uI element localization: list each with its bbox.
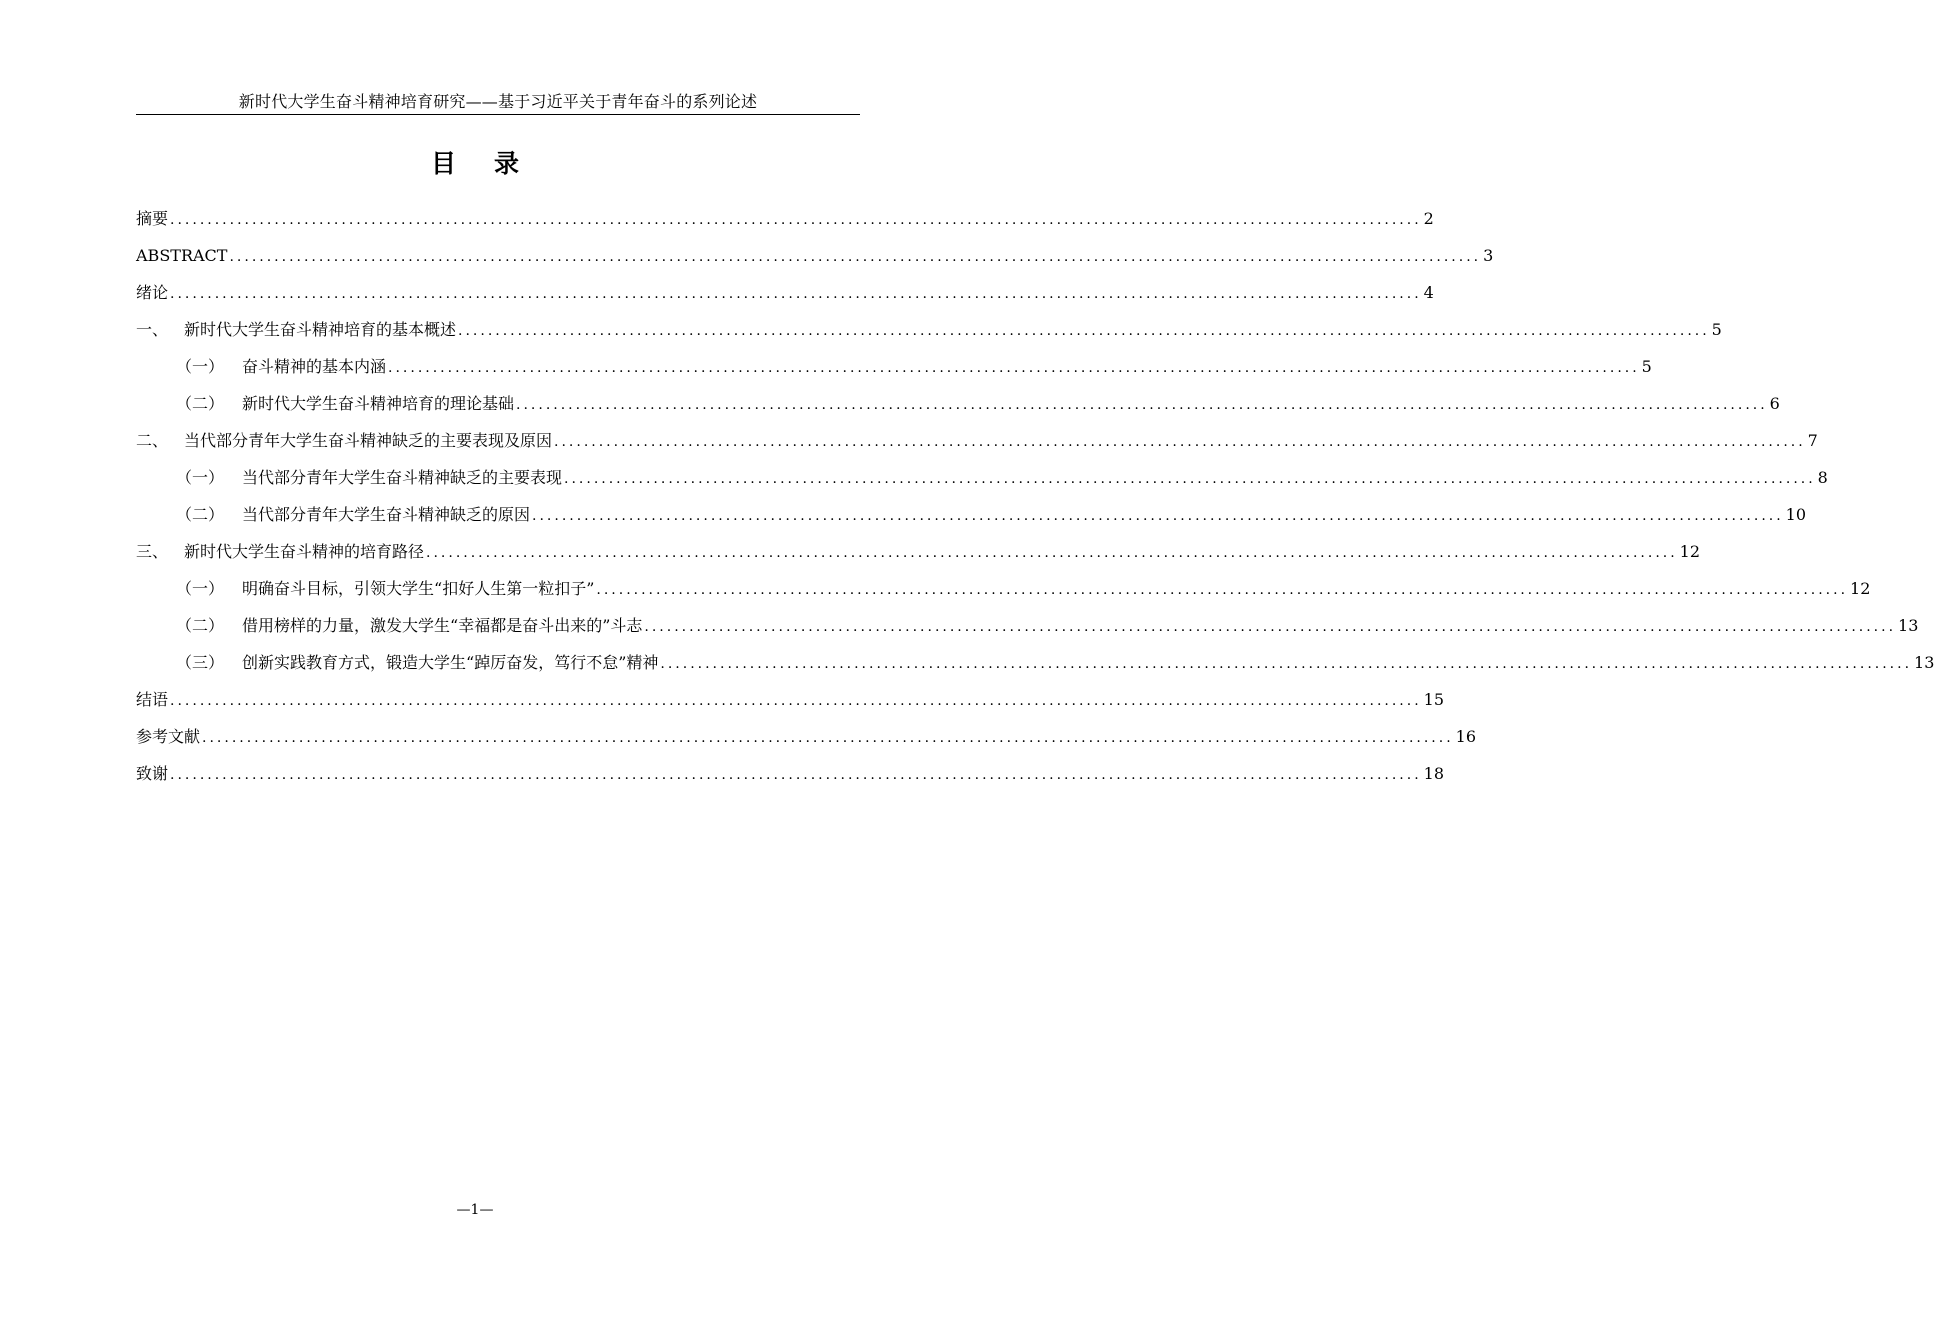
toc-entry-number: （一） — [176, 357, 225, 376]
toc-entry-section-2-1[interactable] — [136, 459, 1828, 496]
toc-entry-title: 新时代大学生奋斗精神的培育路径 — [184, 542, 425, 561]
toc-entry-number: （一） — [176, 468, 225, 487]
toc-dot-leader — [660, 646, 1912, 683]
toc-dot-leader — [596, 572, 1848, 609]
toc-dot-leader — [170, 757, 1422, 794]
toc-dot-leader — [170, 202, 1422, 239]
toc-entry-page: 13 — [1914, 653, 1934, 672]
toc-entry-section-2-2[interactable] — [136, 496, 1807, 533]
toc-dot-leader — [202, 720, 1454, 757]
toc-entry-section-1-1[interactable] — [136, 348, 1652, 385]
toc-entry-page: 7 — [1807, 431, 1818, 450]
toc-entry-page: 12 — [1679, 542, 1701, 561]
toc-entry-chapter-1[interactable] — [136, 311, 1722, 348]
toc-entry-title: 参考文献 — [136, 727, 201, 746]
toc-entry-page: 2 — [1423, 209, 1434, 228]
toc-entry-acknowledgements[interactable] — [136, 755, 1445, 792]
toc-dot-leader — [170, 276, 1422, 313]
toc-entry-page: 5 — [1711, 320, 1722, 339]
toc-entry-conclusion[interactable] — [136, 681, 1445, 718]
toc-entry-number: （三） — [176, 653, 225, 672]
toc-entry-title: 明确奋斗目标，引领大学生“扣好人生第一粒扣子” — [242, 579, 595, 598]
toc-dot-leader — [644, 609, 1896, 646]
toc-entry-introduction[interactable] — [136, 274, 1434, 311]
toc-entry-title: 当代部分青年大学生奋斗精神缺乏的原因 — [242, 505, 531, 524]
toc-entry-page: 13 — [1898, 616, 1919, 635]
toc-entry-title: 摘要 — [136, 209, 169, 228]
toc-entry-page: 15 — [1423, 690, 1445, 709]
toc-entry-title: 奋斗精神的基本内涵 — [242, 357, 387, 376]
toc-entry-number: 一、 — [136, 320, 169, 339]
toc-dot-leader — [388, 350, 1640, 387]
toc-entry-section-3-3[interactable] — [136, 644, 1934, 681]
toc-entry-number: 三、 — [136, 542, 169, 561]
toc-entry-number: （二） — [176, 505, 225, 524]
toc-entry-title: 新时代大学生奋斗精神培育的基本概述 — [184, 320, 457, 339]
toc-entry-page: 8 — [1817, 468, 1828, 487]
toc-entry-section-1-2[interactable] — [136, 385, 1780, 422]
toc-entry-title: 当代部分青年大学生奋斗精神缺乏的主要表现 — [242, 468, 563, 487]
toc-entry-abstract-cn[interactable] — [136, 200, 1434, 237]
toc-entry-section-3-1[interactable] — [136, 570, 1871, 607]
toc-dot-leader — [554, 424, 1806, 461]
toc-entry-title: 创新实践教育方式，锻造大学生“踔厉奋发，笃行不怠”精神 — [242, 653, 659, 672]
toc-entry-title: ABSTRACT — [136, 246, 228, 265]
toc-entry-references[interactable] — [136, 718, 1477, 755]
toc-entry-title: 新时代大学生奋斗精神培育的理论基础 — [242, 394, 515, 413]
toc-dot-leader — [426, 535, 1678, 572]
toc-dot-leader — [170, 683, 1422, 720]
toc-entry-page: 10 — [1785, 505, 1807, 524]
table-of-contents — [136, 200, 1934, 792]
toc-title: 目录 — [430, 149, 557, 178]
toc-entry-number: 二、 — [136, 431, 169, 450]
toc-entry-chapter-2[interactable] — [136, 422, 1818, 459]
toc-entry-page: 5 — [1641, 357, 1652, 376]
toc-entry-page: 12 — [1850, 579, 1871, 598]
toc-entry-page: 16 — [1455, 727, 1477, 746]
toc-entry-chapter-3[interactable] — [136, 533, 1701, 570]
running-header: 新时代大学生奋斗精神培育研究——基于习近平关于青年奋斗的系列论述 — [136, 92, 860, 115]
toc-dot-leader — [564, 461, 1816, 498]
toc-entry-number: （二） — [176, 616, 225, 635]
toc-entry-title: 绪论 — [136, 283, 169, 302]
toc-entry-page: 18 — [1423, 764, 1445, 783]
toc-dot-leader — [532, 498, 1784, 535]
toc-dot-leader — [458, 313, 1710, 350]
toc-entry-title: 结语 — [136, 690, 169, 709]
toc-entry-title: 借用榜样的力量，激发大学生“幸福都是奋斗出来的”斗志 — [242, 616, 643, 635]
toc-entry-title: 当代部分青年大学生奋斗精神缺乏的主要表现及原因 — [184, 431, 553, 450]
toc-entry-number: （二） — [176, 394, 225, 413]
toc-entry-page: 3 — [1483, 246, 1494, 265]
toc-entry-page: 4 — [1423, 283, 1434, 302]
toc-entry-section-3-2[interactable] — [136, 607, 1919, 644]
page-number: —1— — [456, 1202, 494, 1218]
toc-entry-number: （一） — [176, 579, 225, 598]
toc-entry-page: 6 — [1769, 394, 1780, 413]
toc-entry-title: 致谢 — [136, 764, 169, 783]
toc-dot-leader — [516, 387, 1768, 424]
toc-dot-leader — [229, 239, 1481, 276]
toc-entry-abstract-en[interactable] — [136, 237, 1494, 274]
